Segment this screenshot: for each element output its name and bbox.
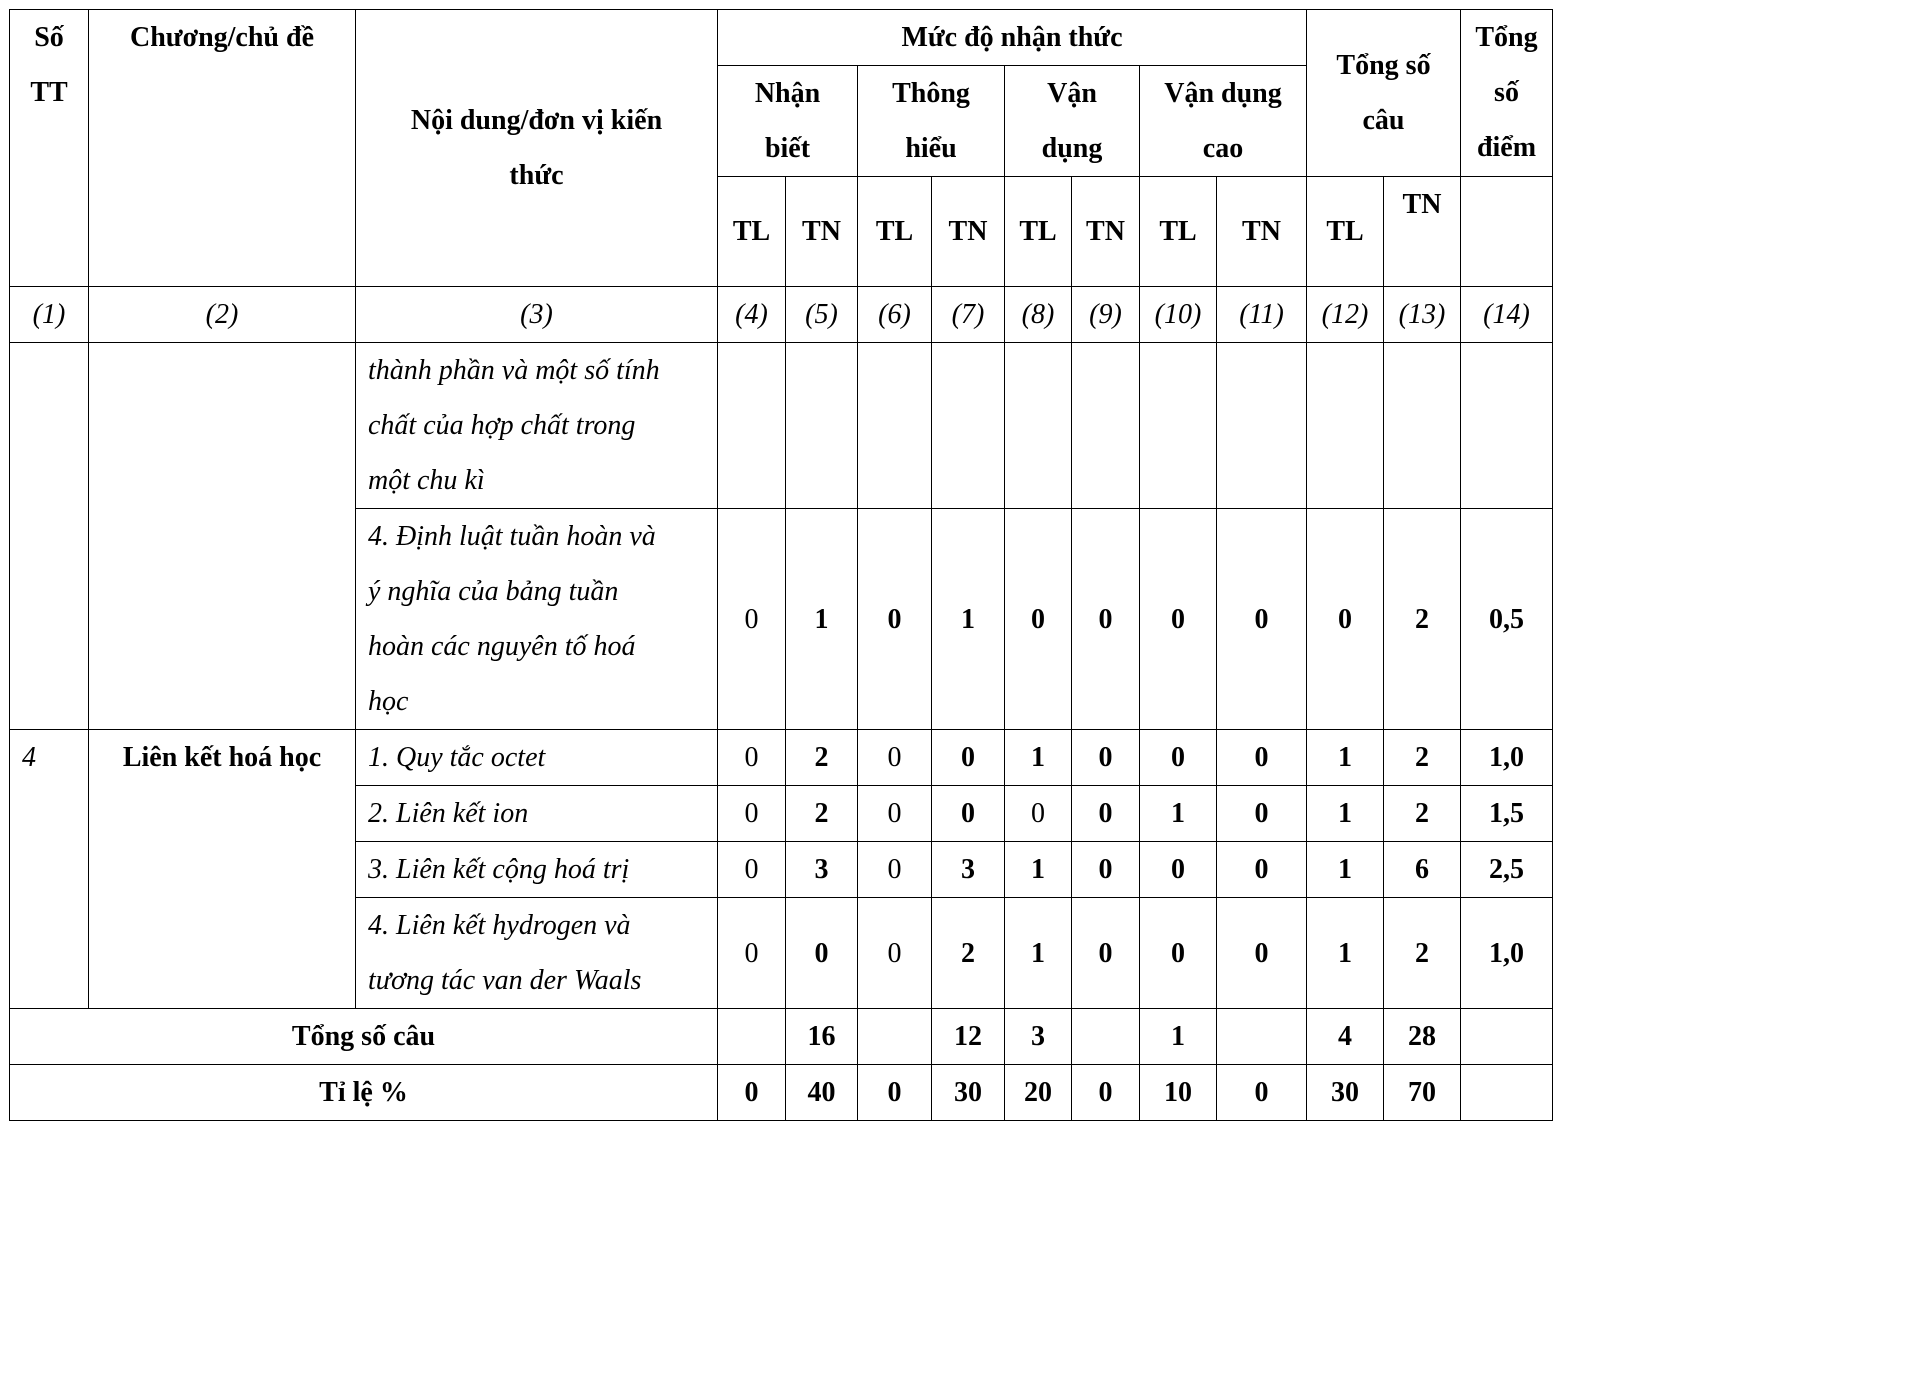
header-total-questions: Tổng số câu [1307, 10, 1461, 177]
ratio-value: 0 [718, 1065, 786, 1121]
header-level-understand: Thông hiểu [858, 66, 1005, 177]
header-total-points: Tổng số điểm [1461, 10, 1553, 177]
content-cell: 3. Liên kết cộng hoá trị [356, 842, 718, 898]
header-level-apply: Vận dụng [1005, 66, 1140, 177]
sub-header-cell-empty [1461, 177, 1553, 287]
totals-value [1461, 1009, 1553, 1065]
value-cell: 1 [1005, 898, 1072, 1009]
value-cell [858, 343, 932, 509]
content-cell: 4. Định luật tuần hoàn và ý nghĩa của bảng tuần hoàn các nguyên tố hoá học [356, 509, 718, 730]
header-content: Nội dung/đơn vị kiến thức [356, 10, 718, 287]
value-cell [1005, 343, 1072, 509]
value-cell: 1 [1005, 842, 1072, 898]
sub-header-cell: TL [1005, 177, 1072, 287]
value-cell [786, 343, 858, 509]
value-cell [1140, 343, 1217, 509]
ratio-value: 30 [1307, 1065, 1384, 1121]
column-number: (11) [1217, 287, 1307, 343]
value-cell: 0 [1217, 509, 1307, 730]
value-cell: 2 [1384, 509, 1461, 730]
value-cell: 1 [1307, 842, 1384, 898]
column-number: (7) [932, 287, 1005, 343]
value-cell [1461, 343, 1553, 509]
sub-header-cell: TN [1384, 177, 1461, 287]
value-cell: 2 [1384, 730, 1461, 786]
totals-value: 12 [932, 1009, 1005, 1065]
value-cell: 2,5 [1461, 842, 1553, 898]
value-cell: 1,0 [1461, 730, 1553, 786]
ratio-value: 10 [1140, 1065, 1217, 1121]
value-cell: 3 [932, 842, 1005, 898]
totals-value [858, 1009, 932, 1065]
value-cell: 1 [1307, 730, 1384, 786]
stt-cell: 4 [10, 730, 89, 1009]
value-cell: 1 [786, 509, 858, 730]
header-chapter: Chương/chủ đề [89, 10, 356, 287]
totals-value [1217, 1009, 1307, 1065]
value-cell: 1 [1005, 730, 1072, 786]
value-cell: 0 [718, 509, 786, 730]
value-cell: 0 [1140, 730, 1217, 786]
value-cell: 0 [932, 786, 1005, 842]
content-cell: 4. Liên kết hydrogen và tương tác van der Waals [356, 898, 718, 1009]
ratio-value: 30 [932, 1065, 1005, 1121]
value-cell: 0 [1140, 842, 1217, 898]
totals-label: Tổng số câu [10, 1009, 718, 1065]
column-number: (3) [356, 287, 718, 343]
value-cell: 1 [1307, 898, 1384, 1009]
column-number: (8) [1005, 287, 1072, 343]
header-level-group: Mức độ nhận thức [718, 10, 1307, 66]
column-number: (2) [89, 287, 356, 343]
sub-header-cell: TN [1072, 177, 1140, 287]
totals-value [1072, 1009, 1140, 1065]
sub-header-cell: TL [858, 177, 932, 287]
sub-header-cell: TN [932, 177, 1005, 287]
content-cell: 2. Liên kết ion [356, 786, 718, 842]
column-number: (6) [858, 287, 932, 343]
sub-header-cell: TL [718, 177, 786, 287]
ratio-value: 70 [1384, 1065, 1461, 1121]
value-cell: 0 [718, 898, 786, 1009]
value-cell: 0 [1217, 730, 1307, 786]
stt-cell-empty [10, 343, 89, 730]
content-cell: 1. Quy tắc octet [356, 730, 718, 786]
chapter-cell: Liên kết hoá học [89, 730, 356, 1009]
value-cell [1072, 343, 1140, 509]
value-cell: 0 [1005, 509, 1072, 730]
value-cell: 0 [1072, 730, 1140, 786]
value-cell: 0 [1072, 898, 1140, 1009]
column-number: (4) [718, 287, 786, 343]
header-level-recognize: Nhận biết [718, 66, 858, 177]
ratio-value: 0 [858, 1065, 932, 1121]
value-cell: 0 [718, 842, 786, 898]
value-cell: 6 [1384, 842, 1461, 898]
value-cell: 0 [1217, 898, 1307, 1009]
totals-value [718, 1009, 786, 1065]
totals-value: 28 [1384, 1009, 1461, 1065]
value-cell: 0 [1217, 786, 1307, 842]
value-cell: 1 [1307, 786, 1384, 842]
value-cell: 0 [1140, 898, 1217, 1009]
value-cell: 0 [858, 842, 932, 898]
value-cell: 0 [718, 786, 786, 842]
value-cell: 0 [1072, 786, 1140, 842]
column-number: (9) [1072, 287, 1140, 343]
header-stt: Số TT [10, 10, 89, 287]
value-cell: 0 [1217, 842, 1307, 898]
totals-value: 1 [1140, 1009, 1217, 1065]
value-cell: 2 [1384, 786, 1461, 842]
value-cell: 0 [858, 786, 932, 842]
value-cell [932, 343, 1005, 509]
totals-value: 4 [1307, 1009, 1384, 1065]
ratio-value: 20 [1005, 1065, 1072, 1121]
value-cell: 2 [786, 786, 858, 842]
totals-value: 16 [786, 1009, 858, 1065]
sub-header-cell: TN [1217, 177, 1307, 287]
content-cell: thành phần và một số tính chất của hợp chất trong một chu kì [356, 343, 718, 509]
value-cell: 2 [932, 898, 1005, 1009]
value-cell: 0 [1140, 509, 1217, 730]
value-cell: 0 [1307, 509, 1384, 730]
value-cell: 0 [858, 509, 932, 730]
value-cell: 0 [1072, 509, 1140, 730]
value-cell: 1,0 [1461, 898, 1553, 1009]
sub-header-cell: TN [786, 177, 858, 287]
ratio-value [1461, 1065, 1553, 1121]
header-level-apply-high: Vận dụng cao [1140, 66, 1307, 177]
value-cell: 1,5 [1461, 786, 1553, 842]
ratio-value: 0 [1217, 1065, 1307, 1121]
value-cell: 0 [1072, 842, 1140, 898]
value-cell: 3 [786, 842, 858, 898]
column-number: (14) [1461, 287, 1553, 343]
chapter-cell-empty [89, 343, 356, 730]
value-cell [1307, 343, 1384, 509]
value-cell: 0 [1005, 786, 1072, 842]
sub-header-cell: TL [1140, 177, 1217, 287]
column-number: (13) [1384, 287, 1461, 343]
value-cell: 2 [1384, 898, 1461, 1009]
value-cell: 0 [858, 730, 932, 786]
value-cell: 0 [786, 898, 858, 1009]
value-cell: 0 [932, 730, 1005, 786]
sub-header-cell: TL [1307, 177, 1384, 287]
value-cell: 2 [786, 730, 858, 786]
value-cell [1217, 343, 1307, 509]
ratio-value: 40 [786, 1065, 858, 1121]
column-number: (5) [786, 287, 858, 343]
value-cell: 1 [932, 509, 1005, 730]
ratio-value: 0 [1072, 1065, 1140, 1121]
value-cell: 1 [1140, 786, 1217, 842]
value-cell: 0,5 [1461, 509, 1553, 730]
value-cell [1384, 343, 1461, 509]
value-cell [718, 343, 786, 509]
column-number: (10) [1140, 287, 1217, 343]
ratio-label: Tỉ lệ % [10, 1065, 718, 1121]
column-number: (12) [1307, 287, 1384, 343]
exam-matrix-table [9, 9, 1553, 1121]
value-cell: 0 [718, 730, 786, 786]
totals-value: 3 [1005, 1009, 1072, 1065]
column-number: (1) [10, 287, 89, 343]
value-cell: 0 [858, 898, 932, 1009]
